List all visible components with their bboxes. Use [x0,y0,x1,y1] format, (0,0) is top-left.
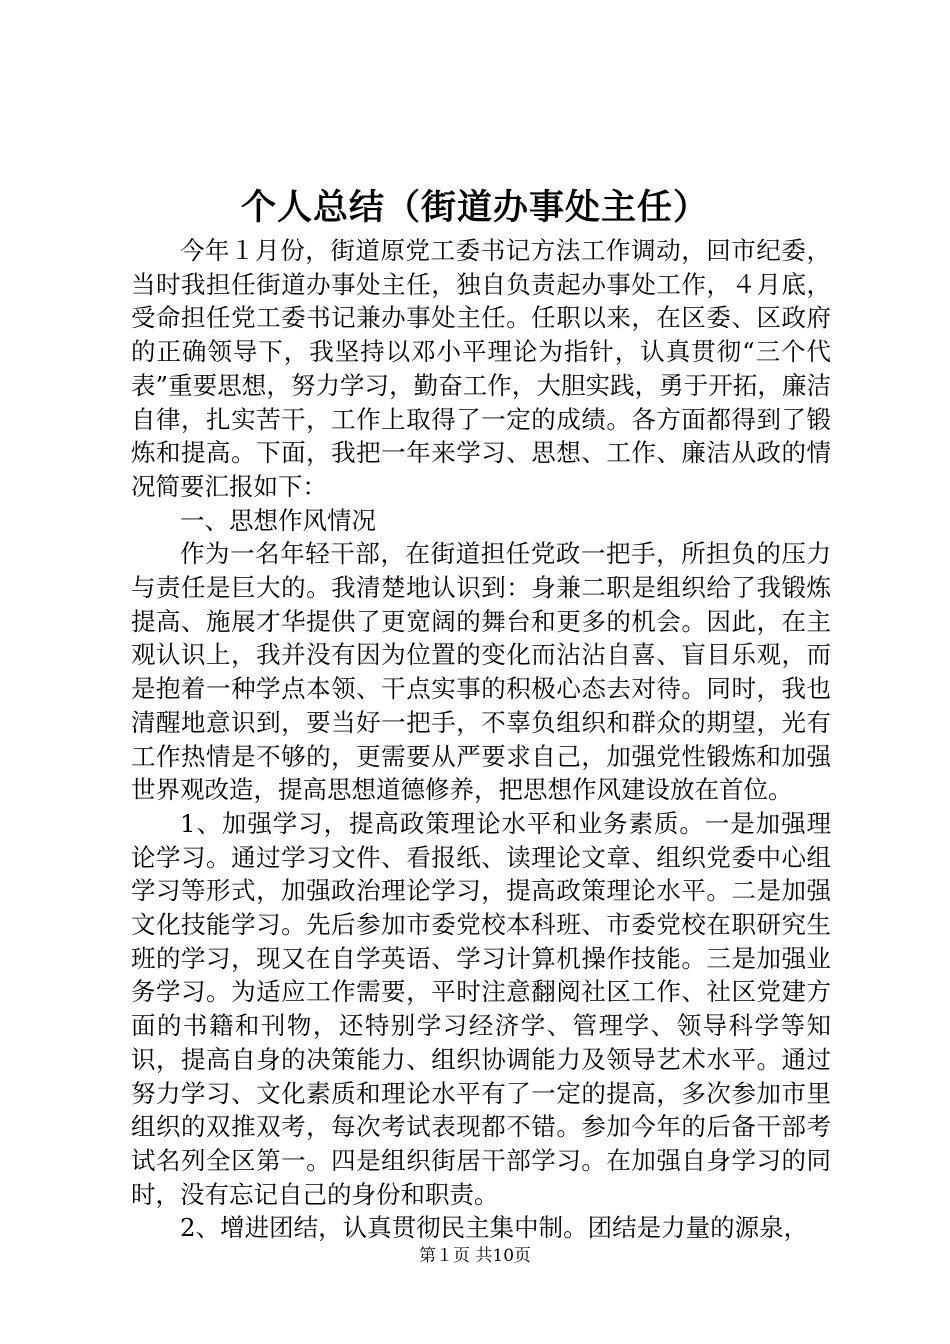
intro-paragraph: 今年１月份，街道原党工委书记方法工作调动，回市纪委，当时我担任街道办事处主任，独自负责起办事处工作，４月底，受命担任党工委书记兼办事处主任。任职以来，在区委、区政府的正确领导下，我坚持以邓小平理论为指针，认真贯彻“三个代表”重要思想，努力学习，勤奋工作，大胆实践，勇于开拓，廉洁自律，扎实苦干，工作上取得了一定的成绩。各方面都得到了锻炼和提高。下面，我把一年来学习、思想、工作、廉洁从政的情况简要汇报如下： [131,236,831,501]
page-number-footer: 第１页 共10页 [418,1246,532,1266]
document-title: 个人总结（街道办事处主任） [240,187,709,228]
document-body [131,234,831,1245]
unity-paragraph: 2、增进团结，认真贯彻民主集中制。团结是力量的源泉， [180,1213,809,1243]
study-paragraph: 1、加强学习，提高政策理论水平和业务素质。一是加强理论学习。通过学习文件、看报纸、读理论文章、组织党委中心组学习等形式，加强政治理论学习，提高政策理论水平。二是加强文化技能学习。先后参加市委党校本科班、市委党校在职研究生班的学习，现又在自学英语、学习计算机操作技能。三是加强业务学习。为适应工作需要，平时注意翻阅社区工作、社区党建方面的书籍和刊物，还特别学习经济学、管理学、领导科学等知识，提高自身的决策能力、组织协调能力及领导艺术水平。通过努力学习、文化素质和理论水平有了一定的提高，多次参加市里组织的双推双考，每次考试表现都不错。参加今年的后备干部考试名列全区第一。四是组织街居干部学习。在加强自身学习的同时，没有忘记自己的身份和职责。 [131,808,831,1209]
section-paragraph: 作为一名年轻干部，在街道担任党政一把手，所担负的压力与责任是巨大的。我清楚地认识到：身兼二职是组织给了我锻炼提高、施展才华提供了更宽阔的舞台和更多的机会。因此，在主观认识上，我并没有因为位置的变化而沾沾自喜、盲目乐观，而是抱着一种学点本领、干点实事的积极心态去对待。同时，我也清醒地意识到，要当好一把手，不辜负组织和群众的期望，光有工作热情是不够的，更需要从严要求自己，加强党性锻炼和加强世界观改造，提高思想道德修养，把思想作风建设放在首位。 [131,539,831,805]
section-heading: 一、思想作风情况 [180,505,376,535]
